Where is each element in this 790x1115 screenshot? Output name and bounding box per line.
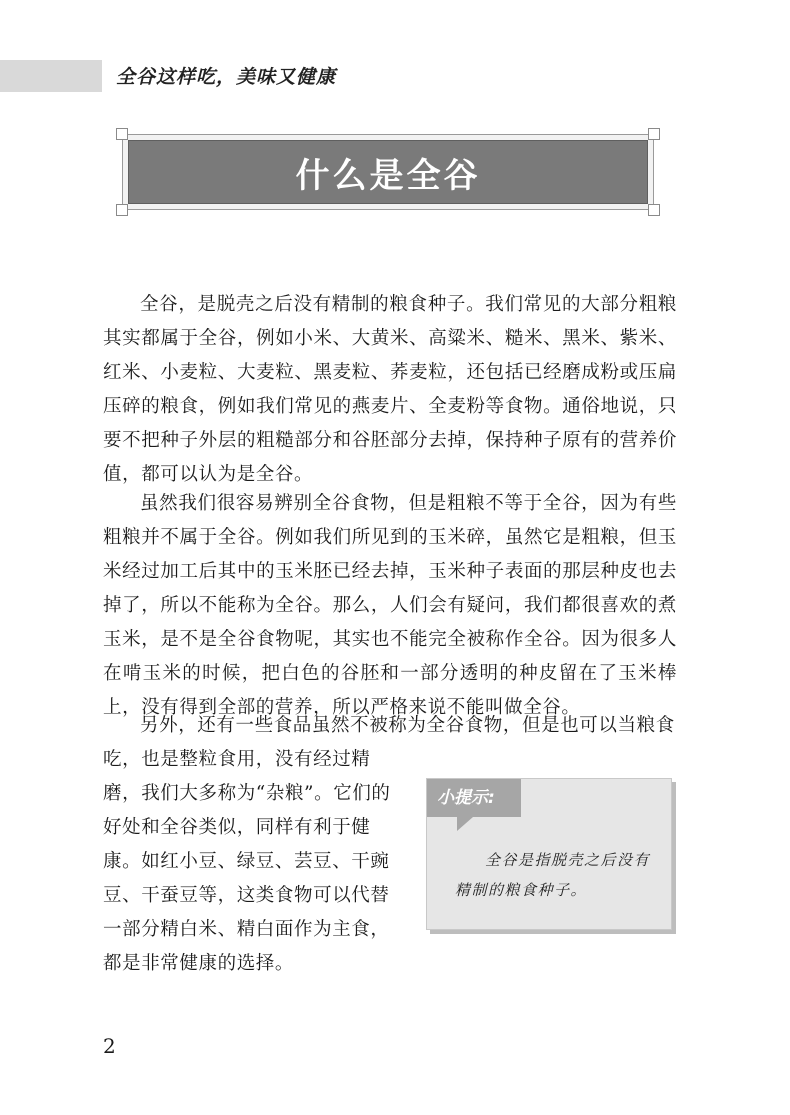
body-paragraph-3-rest: 吃，也是整粒食用，没有经过精磨，我们大多称为“杂粮”。它们的好处和全谷类似，同样有利于健康。如红小豆、绿豆、芸豆、干豌豆、干蚕豆等，这类食物可以代替一部分精白米、精白面作为主食，都是非常健康的选择。 (103, 749, 391, 974)
tip-box (426, 778, 672, 930)
frame-corner-bottom-right (648, 204, 660, 216)
tip-text: 全谷是指脱壳之后没有精制的粮食种子。 (455, 851, 651, 899)
chapter-title-frame (116, 128, 660, 216)
chapter-title: 什么是全谷 (295, 155, 481, 196)
header-tab (0, 60, 102, 92)
page-number: 2 (103, 1034, 116, 1058)
body-paragraph-2: 虽然我们很容易辨别全谷食物，但是粗粮不等于全谷，因为有些粗粮并不属于全谷。例如我们所见到的玉米碎，虽然它是粗粮，但玉米经过加工后其中的玉米胚已经去掉，玉米种子表面的那层种皮也去掉了，所以不能称为全谷。那么，人们会有疑问，我们都很喜欢的煮玉米，是不是全谷食物呢，其实也不能完全被称作全谷。因为很多人在啃玉米的时候，把白色的谷胚和一部分透明的种皮留在了玉米棒上，没有得到全部的营养，所以严格来说不能叫做全谷。 (103, 493, 677, 718)
frame-corner-top-right (648, 128, 660, 140)
tip-label: 小提示: (427, 779, 521, 817)
tip-label-tail (457, 817, 473, 831)
body-paragraph-1: 全谷，是脱壳之后没有精制的粮食种子。我们常见的大部分粗粮其实都属于全谷，例如小米、大黄米、高粱米、糙米、黑米、紫米、红米、小麦粒、大麦粒、黑麦粒、荞麦粒，还包括已经磨成粉或压扁压碎的粮食，例如我们常见的燕麦片、全麦粉等食物。通俗地说，只要不把种子外层的粗糙部分和谷胚部分去掉，保持种子原有的营养价值，都可以认为是全谷。 (103, 294, 677, 485)
running-title: 全谷这样吃，美味又健康 (116, 66, 337, 88)
frame-corner-top-left (116, 128, 128, 140)
frame-corner-bottom-left (116, 204, 128, 216)
body-paragraph-3-start: 另外，还有一些食品虽然不被称为全谷食物，但是也可以当粮食 (140, 715, 675, 736)
title-frame-inner (128, 140, 648, 204)
